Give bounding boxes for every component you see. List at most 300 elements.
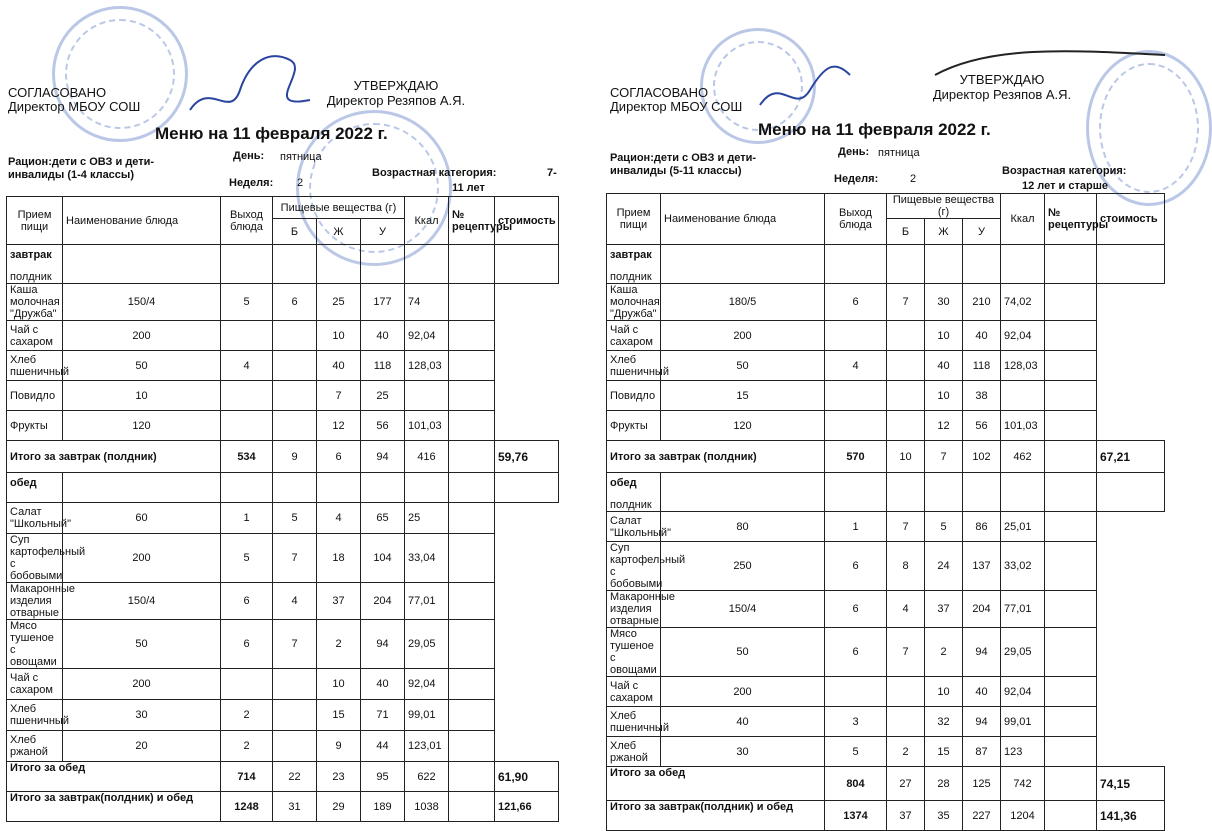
table-row	[607, 411, 1165, 441]
dish-recipe: 123,01	[405, 731, 449, 762]
dish-kcal: 25	[361, 381, 405, 411]
dish-kcal: 65	[361, 503, 405, 534]
menu-page-right	[600, 0, 1176, 823]
dish-cost	[449, 351, 495, 381]
dish-kcal: 40	[361, 669, 405, 700]
breakfast-total-carbs: 94	[361, 441, 405, 473]
breakfast-total-cost: 59,76	[495, 441, 559, 473]
dish-protein: 2	[221, 700, 273, 731]
table-row	[607, 707, 1165, 737]
dish-name: Чай с сахаром	[607, 321, 661, 351]
dish-protein: 6	[221, 620, 273, 669]
breakfast-total-fat: 7	[925, 441, 963, 473]
dish-cost	[1045, 628, 1097, 677]
approve-director: Директор Резяпов А.Я.	[326, 93, 466, 108]
dish-fat	[273, 351, 317, 381]
header-meal: Прием пищи	[607, 194, 661, 245]
grand-total-label: Итого за завтрак(полдник) и обед	[607, 801, 825, 831]
dish-kcal: 94	[963, 707, 1001, 737]
approve-title: УТВЕРЖДАЮ	[353, 78, 439, 93]
breakfast-total-output: 570	[825, 441, 887, 473]
table-row	[7, 284, 559, 321]
grand-total-protein: 31	[273, 792, 317, 822]
header-cost: стоимость	[1097, 194, 1165, 245]
dish-protein	[825, 381, 887, 411]
dish-protein: 6	[825, 628, 887, 677]
dish-output: 30	[63, 700, 221, 731]
table-row	[7, 503, 559, 534]
lunch-total-kcal: 622	[405, 762, 449, 792]
dish-name: Макаронные изделия отварные	[607, 591, 661, 628]
page-title: Меню на 11 февраля 2022 г.	[758, 120, 991, 139]
dish-carbs: 37	[317, 583, 361, 620]
grand-total-carbs: 189	[361, 792, 405, 822]
dish-name: Чай с сахаром	[7, 321, 63, 351]
dish-cost	[1045, 411, 1097, 441]
dish-carbs: 40	[925, 351, 963, 381]
dish-protein: 6	[221, 583, 273, 620]
dish-protein: 5	[221, 534, 273, 583]
dish-recipe	[1001, 381, 1045, 411]
dish-kcal: 38	[963, 381, 1001, 411]
dish-cost	[1045, 737, 1097, 767]
dish-cost	[449, 700, 495, 731]
header-nutrients: Пищевые вещества (г)	[273, 197, 405, 219]
header-dish: Наименование блюда	[661, 194, 825, 245]
dish-cost	[1045, 321, 1097, 351]
week-value: 2	[910, 173, 917, 185]
lunch-total-protein: 22	[273, 762, 317, 792]
dish-recipe: 33,02	[1001, 542, 1045, 591]
dish-output: 150/4	[63, 284, 221, 321]
dish-kcal: 94	[963, 628, 1001, 677]
age-value: 11 лет	[452, 182, 485, 194]
dish-recipe: 25,01	[1001, 512, 1045, 542]
table-row	[7, 669, 559, 700]
dish-cost	[1045, 591, 1097, 628]
breakfast-total-kcal: 462	[1001, 441, 1045, 473]
breakfast-total-cost: 67,21	[1097, 441, 1165, 473]
table-row	[607, 591, 1165, 628]
meal-breakfast-label: завтрак	[610, 249, 652, 261]
age-value: 7-	[547, 167, 557, 179]
day-value: пятница	[280, 151, 322, 163]
grand-total-output: 1374	[825, 801, 887, 831]
menu-page-left	[0, 0, 572, 813]
dish-kcal: 56	[361, 411, 405, 441]
week-label: Неделя:	[229, 177, 274, 189]
lunch-total-kcal: 742	[1001, 767, 1045, 801]
dish-carbs: 5	[925, 512, 963, 542]
dish-name: Макаронные изделия отварные	[7, 583, 63, 620]
table-row	[607, 677, 1165, 707]
dish-recipe: 29,05	[1001, 628, 1045, 677]
dish-fat: 4	[273, 583, 317, 620]
dish-carbs: 10	[925, 381, 963, 411]
week-value: 2	[297, 177, 304, 189]
meal-lunch-label: обед	[610, 477, 637, 489]
dish-kcal: 40	[963, 677, 1001, 707]
dish-recipe: 92,04	[405, 669, 449, 700]
dish-carbs: 4	[317, 503, 361, 534]
dish-carbs: 7	[317, 381, 361, 411]
dish-kcal: 56	[963, 411, 1001, 441]
table-row	[607, 737, 1165, 767]
dish-fat: 2	[887, 737, 925, 767]
header-fat: Ж	[317, 219, 361, 245]
dish-cost	[449, 534, 495, 583]
dish-fat	[887, 677, 925, 707]
dish-fat: 7	[887, 512, 925, 542]
dish-fat: 7	[273, 534, 317, 583]
dish-carbs: 10	[925, 677, 963, 707]
dish-output: 50	[63, 351, 221, 381]
dish-name: Фрукты	[607, 411, 661, 441]
dish-protein: 6	[825, 542, 887, 591]
dish-kcal: 40	[963, 321, 1001, 351]
dish-carbs: 12	[925, 411, 963, 441]
table-row	[607, 321, 1165, 351]
dish-kcal: 177	[361, 284, 405, 321]
dish-carbs: 15	[317, 700, 361, 731]
dish-protein	[221, 669, 273, 700]
dish-protein: 6	[825, 591, 887, 628]
dish-carbs: 24	[925, 542, 963, 591]
dish-recipe: 77,01	[405, 583, 449, 620]
dish-recipe: 92,04	[1001, 321, 1045, 351]
lunch-total-fat: 23	[317, 762, 361, 792]
meal-breakfast	[607, 245, 661, 284]
lunch-total-carbs: 95	[361, 762, 405, 792]
grand-total-carbs: 227	[963, 801, 1001, 831]
dish-protein: 1	[825, 512, 887, 542]
dish-output: 50	[63, 620, 221, 669]
meal-breakfast-label: завтрак	[10, 249, 52, 261]
header-carbs: У	[963, 219, 1001, 245]
dish-fat	[273, 731, 317, 762]
dish-recipe: 77,01	[1001, 591, 1045, 628]
table-row	[7, 583, 559, 620]
dish-cost	[449, 411, 495, 441]
dish-fat	[887, 381, 925, 411]
dish-fat: 7	[887, 628, 925, 677]
dish-recipe: 128,03	[1001, 351, 1045, 381]
dish-fat	[273, 669, 317, 700]
lunch-total-label: Итого за обед	[607, 767, 825, 801]
dish-fat: 6	[273, 284, 317, 321]
dish-fat: 7	[273, 620, 317, 669]
dish-output: 30	[661, 737, 825, 767]
header-protein: Б	[273, 219, 317, 245]
dish-cost	[449, 284, 495, 321]
dish-recipe: 29,05	[405, 620, 449, 669]
dish-name: Хлеб пшеничный	[7, 700, 63, 731]
dish-carbs: 10	[317, 321, 361, 351]
dish-fat: 4	[887, 591, 925, 628]
table-row	[7, 381, 559, 411]
dish-fat	[273, 411, 317, 441]
lunch-total-label: Итого за обед	[7, 762, 221, 792]
dish-fat: 5	[273, 503, 317, 534]
grand-total-kcal: 1204	[1001, 801, 1045, 831]
dish-protein: 4	[825, 351, 887, 381]
dish-cost	[1045, 351, 1097, 381]
header-cost: стоимость	[495, 197, 559, 245]
dish-fat	[887, 321, 925, 351]
dish-carbs: 10	[317, 669, 361, 700]
header-output: Выход блюда	[825, 194, 887, 245]
dish-fat	[887, 707, 925, 737]
week-label: Неделя:	[834, 173, 879, 185]
dish-fat	[273, 700, 317, 731]
header-recipe: № рецептуры	[1045, 194, 1097, 245]
table-row	[7, 731, 559, 762]
meal-lunch-label: обед	[10, 477, 37, 489]
table-row	[607, 284, 1165, 321]
table-row	[7, 321, 559, 351]
agreed-title: СОГЛАСОВАНО	[610, 85, 709, 100]
table-row	[607, 628, 1165, 677]
dish-kcal: 210	[963, 284, 1001, 321]
meal-snack-label: полдник	[610, 271, 652, 283]
approve-title: УТВЕРЖДАЮ	[959, 72, 1045, 87]
dish-carbs: 2	[925, 628, 963, 677]
menu-table	[6, 196, 559, 822]
dish-cost	[449, 731, 495, 762]
dish-protein: 2	[221, 731, 273, 762]
table-row	[7, 411, 559, 441]
dish-name: Хлеб пшеничный	[607, 707, 661, 737]
dish-output: 250	[661, 542, 825, 591]
dish-output: 150/4	[63, 583, 221, 620]
dish-fat	[887, 351, 925, 381]
dish-protein	[825, 321, 887, 351]
dish-cost	[449, 321, 495, 351]
dish-protein: 6	[825, 284, 887, 321]
dish-cost	[1045, 284, 1097, 321]
dish-protein: 4	[221, 351, 273, 381]
dish-recipe: 99,01	[1001, 707, 1045, 737]
signature	[180, 40, 320, 130]
lunch-total-fat: 28	[925, 767, 963, 801]
header-carbs: У	[361, 219, 405, 245]
breakfast-total-protein: 10	[887, 441, 925, 473]
dish-output: 180/5	[661, 284, 825, 321]
agreed-director: Директор МБОУ СОШ	[610, 99, 743, 114]
dish-recipe: 74,02	[1001, 284, 1045, 321]
dish-output: 150/4	[661, 591, 825, 628]
dish-protein: 5	[221, 284, 273, 321]
lunch-total-protein: 27	[887, 767, 925, 801]
dish-carbs: 37	[925, 591, 963, 628]
dish-carbs: 15	[925, 737, 963, 767]
dish-carbs: 32	[925, 707, 963, 737]
meal-snack-label: полдник	[610, 499, 652, 511]
meal-breakfast	[7, 245, 63, 284]
grand-total-protein: 37	[887, 801, 925, 831]
dish-name: Хлеб пшеничный	[7, 351, 63, 381]
dish-carbs: 18	[317, 534, 361, 583]
dish-recipe: 25	[405, 503, 449, 534]
dish-carbs: 9	[317, 731, 361, 762]
breakfast-total-output: 534	[221, 441, 273, 473]
stamp-seal	[52, 6, 188, 142]
dish-cost	[1045, 542, 1097, 591]
header-recipe: № рецептуры	[449, 197, 495, 245]
dish-name: Мясо тушеное с овощами	[607, 628, 661, 677]
dish-name: Каша молочная "Дружба"	[7, 284, 63, 321]
dish-carbs: 25	[317, 284, 361, 321]
dish-output: 200	[661, 321, 825, 351]
dish-cost	[1045, 707, 1097, 737]
dish-cost	[1045, 381, 1097, 411]
dish-name: Чай с сахаром	[607, 677, 661, 707]
dish-kcal: 204	[963, 591, 1001, 628]
approve-block	[306, 78, 486, 108]
dish-cost	[1045, 677, 1097, 707]
dish-cost	[449, 583, 495, 620]
dish-carbs: 40	[317, 351, 361, 381]
dish-carbs: 2	[317, 620, 361, 669]
dish-name: Повидло	[7, 381, 63, 411]
dish-output: 50	[661, 351, 825, 381]
ration-label: Рацион:дети с ОВЗ и дети-инвалиды (1-4 классы)	[8, 156, 155, 181]
meal-snack-label: полдник	[10, 271, 52, 283]
grand-total-fat: 35	[925, 801, 963, 831]
approve-director: Директор Резяпов А.Я.	[932, 87, 1072, 102]
dish-recipe: 92,04	[1001, 677, 1045, 707]
dish-name: Суп картофельный с бобовыми	[7, 534, 63, 583]
table-row	[7, 534, 559, 583]
dish-kcal: 137	[963, 542, 1001, 591]
dish-name: Фрукты	[7, 411, 63, 441]
dish-carbs: 10	[925, 321, 963, 351]
dish-fat	[887, 411, 925, 441]
dish-output: 80	[661, 512, 825, 542]
dish-protein	[221, 411, 273, 441]
dish-recipe: 101,03	[1001, 411, 1045, 441]
dish-protein: 5	[825, 737, 887, 767]
dish-output: 200	[63, 534, 221, 583]
dish-kcal: 40	[361, 321, 405, 351]
header-kcal: Ккал	[405, 197, 449, 245]
dish-output: 50	[661, 628, 825, 677]
lunch-total-output: 714	[221, 762, 273, 792]
table-row	[7, 700, 559, 731]
breakfast-total-label: Итого за завтрак (полдник)	[607, 441, 825, 473]
meal-lunch	[7, 473, 63, 503]
table-row	[7, 620, 559, 669]
dish-cost	[449, 381, 495, 411]
dish-cost	[1045, 512, 1097, 542]
dish-kcal: 94	[361, 620, 405, 669]
dish-cost	[449, 503, 495, 534]
grand-total-kcal: 1038	[405, 792, 449, 822]
day-label: День:	[233, 150, 265, 162]
dish-recipe: 123	[1001, 737, 1045, 767]
lunch-total-output: 804	[825, 767, 887, 801]
ration-label: Рацион:дети с ОВЗ и дети-инвалиды (5-11 классы)	[610, 152, 757, 177]
table-row	[607, 542, 1165, 591]
dish-recipe: 99,01	[405, 700, 449, 731]
dish-output: 10	[63, 381, 221, 411]
dish-output: 200	[63, 669, 221, 700]
dish-name: Чай с сахаром	[7, 669, 63, 700]
dish-carbs: 12	[317, 411, 361, 441]
breakfast-total-fat: 6	[317, 441, 361, 473]
dish-output: 60	[63, 503, 221, 534]
approve-block	[912, 72, 1092, 102]
dish-protein	[825, 677, 887, 707]
header-kcal: Ккал	[1001, 194, 1045, 245]
table-row	[7, 351, 559, 381]
dish-name: Хлеб ржаной	[7, 731, 63, 762]
dish-output: 40	[661, 707, 825, 737]
dish-output: 200	[63, 321, 221, 351]
grand-total-cost: 121,66	[495, 792, 559, 822]
breakfast-total-carbs: 102	[963, 441, 1001, 473]
dish-recipe	[405, 381, 449, 411]
grand-total-cost: 141,36	[1097, 801, 1165, 831]
meal-lunch	[607, 473, 661, 512]
header-fat: Ж	[925, 219, 963, 245]
breakfast-total-protein: 9	[273, 441, 317, 473]
breakfast-total-kcal: 416	[405, 441, 449, 473]
header-protein: Б	[887, 219, 925, 245]
lunch-total-cost: 74,15	[1097, 767, 1165, 801]
dish-output: 200	[661, 677, 825, 707]
agreed-block	[610, 86, 742, 114]
dish-kcal: 86	[963, 512, 1001, 542]
header-output: Выход блюда	[221, 197, 273, 245]
table-row	[607, 512, 1165, 542]
breakfast-total-label: Итого за завтрак (полдник)	[7, 441, 221, 473]
dish-fat: 8	[887, 542, 925, 591]
dish-output: 120	[661, 411, 825, 441]
dish-output: 20	[63, 731, 221, 762]
dish-protein	[825, 411, 887, 441]
dish-fat	[273, 321, 317, 351]
dish-name: Суп картофельный с бобовыми	[607, 542, 661, 591]
dish-output: 15	[661, 381, 825, 411]
dish-kcal: 118	[963, 351, 1001, 381]
dish-name: Хлеб пшеничный	[607, 351, 661, 381]
dish-carbs: 30	[925, 284, 963, 321]
menu-table	[606, 193, 1165, 831]
dish-fat: 7	[887, 284, 925, 321]
dish-kcal: 44	[361, 731, 405, 762]
page-title: Меню на 11 февраля 2022 г.	[155, 124, 388, 143]
dish-name: Каша молочная "Дружба"	[607, 284, 661, 321]
lunch-total-cost: 61,90	[495, 762, 559, 792]
age-value: 12 лет и старше	[1022, 180, 1108, 192]
table-row	[607, 351, 1165, 381]
dish-kcal: 104	[361, 534, 405, 583]
dish-name: Мясо тушеное с овощами	[7, 620, 63, 669]
signature	[750, 50, 870, 120]
age-label: Возрастная категория:	[372, 167, 497, 179]
dish-name: Салат "Школьный"	[607, 512, 661, 542]
agreed-block	[8, 86, 140, 114]
lunch-total-carbs: 125	[963, 767, 1001, 801]
dish-name: Салат "Школьный"	[7, 503, 63, 534]
dish-recipe: 92,04	[405, 321, 449, 351]
dish-name: Хлеб ржаной	[607, 737, 661, 767]
grand-total-output: 1248	[221, 792, 273, 822]
dish-fat	[273, 381, 317, 411]
dish-protein: 1	[221, 503, 273, 534]
dish-cost	[449, 620, 495, 669]
